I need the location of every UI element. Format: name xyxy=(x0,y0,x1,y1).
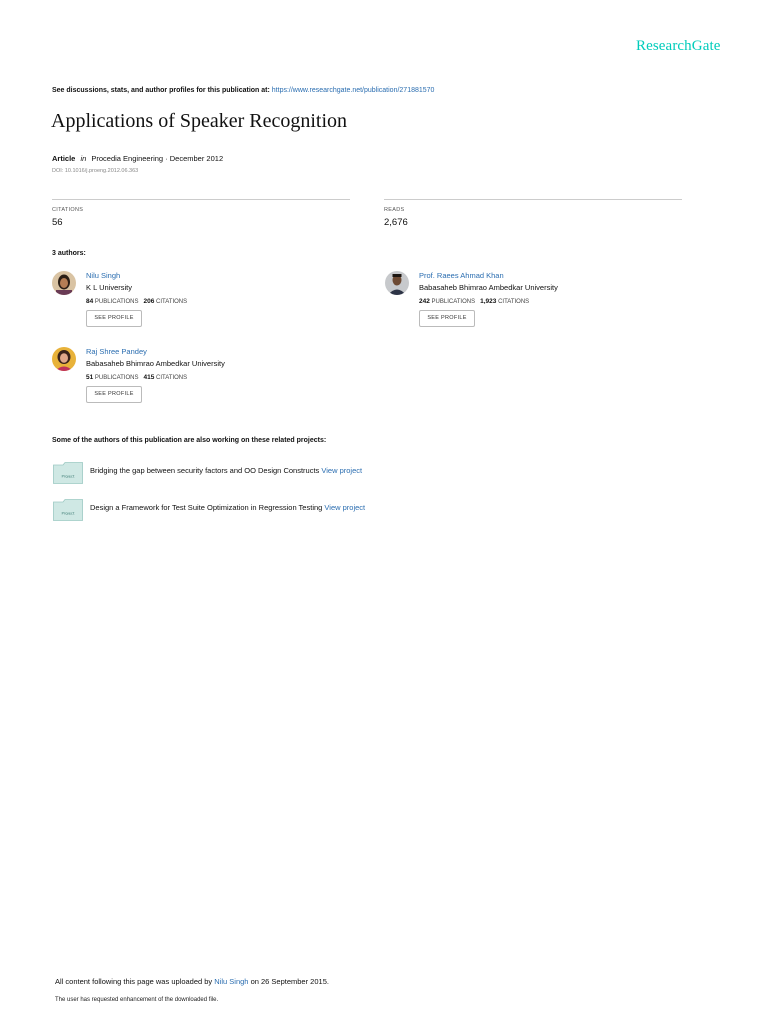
publication-url-link[interactable]: https://www.researchgate.net/publication/271881570 xyxy=(271,87,435,94)
see-discussions-line xyxy=(52,87,434,94)
reads-divider xyxy=(384,199,682,200)
author-name-link[interactable]: Nilu Singh xyxy=(86,271,121,280)
author-stats xyxy=(86,374,187,381)
upload-notice xyxy=(55,977,329,986)
publications-count: 84 xyxy=(86,298,94,305)
project-title: Design a Framework for Test Suite Optimization in Regression Testing xyxy=(90,503,323,512)
author-name-link[interactable]: Prof. Raees Ahmad Khan xyxy=(419,271,504,280)
avatar[interactable] xyxy=(52,271,76,295)
publications-label: PUBLICATIONS xyxy=(94,375,139,381)
project-text xyxy=(90,503,365,512)
citations-label: CITATIONS xyxy=(156,375,188,381)
citations-count: 1,923 xyxy=(480,298,497,305)
publications-count: 242 xyxy=(419,298,430,305)
project-icon-label: Project xyxy=(61,510,75,516)
see-profile-button[interactable]: SEE PROFILE xyxy=(86,386,142,403)
citations-value: 56 xyxy=(52,217,63,228)
author-stats xyxy=(86,298,187,305)
author-stats xyxy=(419,298,529,305)
project-item xyxy=(53,462,413,486)
author-card-raj-shree-pandey xyxy=(52,347,352,407)
article-type: Article xyxy=(52,154,76,163)
authors-heading: 3 authors: xyxy=(52,250,86,257)
uploaded-prefix: All content following this page was uploaded by xyxy=(55,977,213,986)
enhancement-note: The user has requested enhancement of the downloaded file. xyxy=(55,997,219,1003)
reads-label: READS xyxy=(384,207,405,213)
author-card-nilu-singh xyxy=(52,271,352,331)
author-institution: Babasaheb Bhimrao Ambedkar University xyxy=(86,359,225,368)
uploader-link[interactable]: Nilu Singh xyxy=(214,977,249,986)
citations-label: CITATIONS xyxy=(156,299,188,305)
publications-count: 51 xyxy=(86,374,94,381)
article-meta xyxy=(52,154,223,163)
journal-date: Procedia Engineering · December 2012 xyxy=(91,154,224,163)
researchgate-logo[interactable]: ResearchGate xyxy=(636,38,721,54)
avatar[interactable] xyxy=(52,347,76,371)
in-word: in xyxy=(80,154,87,163)
see-discussions-text: See discussions, stats, and author profiles for this publication at: xyxy=(52,87,270,94)
author-institution: K L University xyxy=(86,283,132,292)
project-folder-icon xyxy=(53,462,83,484)
avatar[interactable] xyxy=(385,271,409,295)
project-text xyxy=(90,466,362,475)
project-icon-label: Project xyxy=(61,473,75,479)
article-doi: DOI: 10.1016/j.proeng.2012.06.363 xyxy=(52,168,139,174)
related-projects-heading: Some of the authors of this publication are also working on these related projects: xyxy=(52,437,327,444)
view-project-link[interactable]: View project xyxy=(324,503,366,512)
author-institution: Babasaheb Bhimrao Ambedkar University xyxy=(419,283,558,292)
project-folder-icon xyxy=(53,499,83,521)
see-profile-button[interactable]: SEE PROFILE xyxy=(86,310,142,327)
citations-count: 415 xyxy=(143,374,155,381)
project-item xyxy=(53,499,413,523)
article-title: Applications of Speaker Recognition xyxy=(51,110,348,132)
citations-count: 206 xyxy=(143,298,155,305)
publications-label: PUBLICATIONS xyxy=(94,299,139,305)
citations-divider xyxy=(52,199,350,200)
view-project-link[interactable]: View project xyxy=(321,466,363,475)
author-card-raees-ahmad-khan xyxy=(385,271,685,331)
citations-label: CITATIONS xyxy=(52,207,84,213)
reads-value: 2,676 xyxy=(384,217,408,228)
uploaded-suffix: on 26 September 2015. xyxy=(250,977,329,986)
see-profile-button[interactable]: SEE PROFILE xyxy=(419,310,475,327)
citations-label: CITATIONS xyxy=(498,299,530,305)
author-name-link[interactable]: Raj Shree Pandey xyxy=(86,347,147,356)
project-title: Bridging the gap between security factors and OO Design Constructs xyxy=(90,466,320,475)
publications-label: PUBLICATIONS xyxy=(431,299,476,305)
